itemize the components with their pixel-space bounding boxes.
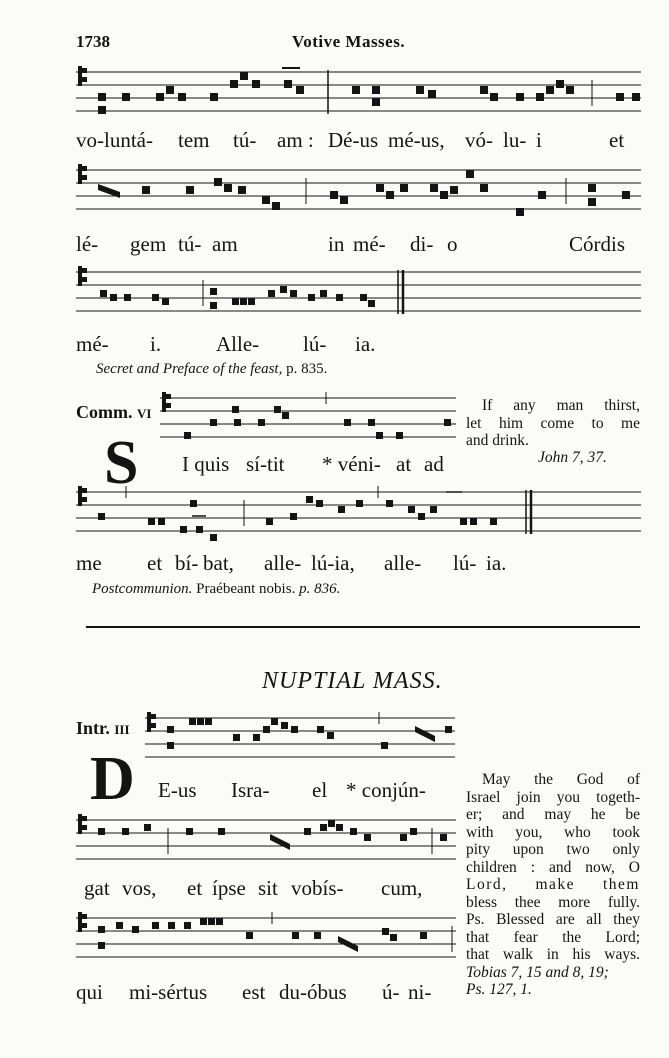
lyric-syllable: et	[187, 876, 203, 900]
lyric-syllable: vo-luntá-	[76, 128, 153, 152]
lyric-syllable: Dé-us	[328, 128, 379, 152]
translation-line: that walk in his ways.	[466, 946, 640, 963]
secret-preface-note	[96, 361, 327, 378]
lyric-syllable: vos,	[122, 876, 157, 900]
lyric-syllable: o	[447, 232, 458, 256]
page-number: 1738	[76, 32, 110, 51]
lyric-syllable: alle-	[384, 551, 422, 575]
page-reference: p. 836.	[299, 581, 341, 597]
chant-staff	[145, 708, 455, 768]
lyric-syllable: ú-	[382, 980, 400, 1004]
lyric-syllable: ia.	[355, 332, 376, 356]
lyric-syllable: I quis	[182, 452, 230, 476]
introit-translation	[466, 771, 640, 999]
lyric-syllable: di-	[410, 232, 434, 256]
lyric-syllable: gem	[130, 232, 167, 256]
communion-translation	[466, 397, 640, 450]
translation-line: children : and now, O	[466, 858, 640, 876]
lyric-syllable: at	[396, 452, 412, 476]
lyric-syllable: me	[76, 551, 102, 575]
lyric-syllable: lú-ia,	[311, 551, 355, 575]
lyric-syllable: tú-	[178, 232, 202, 256]
chant-staff	[76, 262, 641, 322]
lyric-syllable: est	[242, 980, 266, 1004]
lyric-syllable: i.	[150, 332, 162, 356]
translation-line: with you, who took	[466, 823, 640, 841]
scripture-citation: Tobias 7, 15 and 8, 19;	[466, 963, 609, 981]
mode-number: III	[114, 722, 130, 737]
lyric-syllable: qui	[76, 980, 103, 1004]
lyric-syllable: Córdis	[569, 232, 626, 256]
lyric-syllable: am :	[277, 128, 314, 152]
communion-label: Comm. VI	[76, 402, 152, 422]
lyric-syllable: alle-	[264, 551, 302, 575]
lyric-syllable: * conjún-	[346, 778, 426, 802]
translation-line: Ps. Blessed are all they	[466, 911, 640, 928]
lyric-syllable: Isra-	[231, 778, 270, 802]
lyric-syllable: E-us	[158, 778, 197, 802]
chant-staff	[76, 160, 641, 220]
lyric-syllable: tem	[178, 128, 210, 152]
chant-staff	[76, 810, 456, 870]
lyric-syllable: ni-	[408, 980, 432, 1004]
drop-cap: S	[104, 429, 139, 497]
lyric-syllable: lú-	[453, 551, 477, 575]
lyric-syllable: gat	[84, 876, 110, 900]
lyric-syllable: cum,	[381, 876, 423, 900]
lyric-syllable: tú-	[233, 128, 257, 152]
translation-line: er; and may he be	[466, 806, 640, 823]
lyric-syllable: in	[328, 232, 345, 256]
lyric-syllable: lu-	[503, 128, 527, 152]
lyric-syllable: i	[536, 128, 542, 152]
lyric-syllable: * véni-	[322, 452, 381, 476]
translation-line: and drink.	[466, 432, 529, 449]
scripture-citation: John 7, 37.	[538, 449, 607, 466]
chant-staff	[160, 388, 456, 448]
page-reference: p. 835.	[286, 361, 328, 377]
lyric-syllable: du-óbus	[279, 980, 347, 1004]
lyric-syllable: am	[212, 232, 238, 256]
section-divider	[86, 626, 640, 628]
section-title: NUPTIAL MASS.	[262, 668, 443, 694]
introit-label: Intr. III	[76, 718, 130, 738]
lyric-syllable: mi-sértus	[129, 980, 208, 1004]
scripture-citation: Ps. 127, 1.	[466, 981, 532, 998]
lyric-syllable: mé-	[353, 232, 386, 256]
lyric-syllable: vobís-	[291, 876, 344, 900]
chant-staff	[76, 62, 641, 122]
lyric-syllable: el	[312, 778, 328, 802]
lyric-syllable: sit	[258, 876, 278, 900]
lyric-syllable: lú-	[303, 332, 327, 356]
lyric-syllable: bí-	[175, 551, 199, 575]
running-title: Votive Masses.	[292, 32, 406, 51]
lyric-syllable: sí-tit	[246, 452, 285, 476]
postcommunion-label: Postcommunion.	[92, 581, 193, 597]
lyric-syllable: mé-us,	[388, 128, 445, 152]
lyric-syllable: mé-	[76, 332, 109, 356]
lyric-syllable: ípse	[212, 876, 246, 900]
translation-line: Lord, make them	[466, 876, 640, 893]
lyric-syllable: ad	[424, 452, 444, 476]
lyric-syllable: et	[147, 551, 163, 575]
lyric-syllable: Alle-	[216, 332, 260, 356]
chant-staff	[76, 482, 641, 542]
chant-staff	[76, 908, 456, 968]
translation-line: Israel join you togeth-	[466, 788, 640, 806]
translation-line: May the God of	[482, 771, 640, 788]
translation-line: pity upon two only	[466, 841, 640, 858]
mode-number: VI	[137, 406, 152, 421]
lyric-syllable: lé-	[76, 232, 99, 256]
secret-preface-text: Secret and Preface of the feast,	[96, 361, 283, 377]
postcommunion-text: Praébeant nobis.	[196, 581, 296, 597]
drop-cap: D	[90, 745, 135, 813]
translation-line: let him come to me	[466, 414, 640, 432]
lyric-syllable: bat,	[203, 551, 234, 575]
translation-line: If any man thirst,	[482, 397, 640, 414]
translation-line: that fear the Lord;	[466, 928, 640, 946]
lyric-syllable: ia.	[486, 551, 507, 575]
lyric-syllable: vó-	[465, 128, 493, 152]
lyric-syllable: et	[609, 128, 625, 152]
postcommunion-note	[92, 581, 340, 598]
translation-line: bless thee more fully.	[466, 893, 640, 911]
